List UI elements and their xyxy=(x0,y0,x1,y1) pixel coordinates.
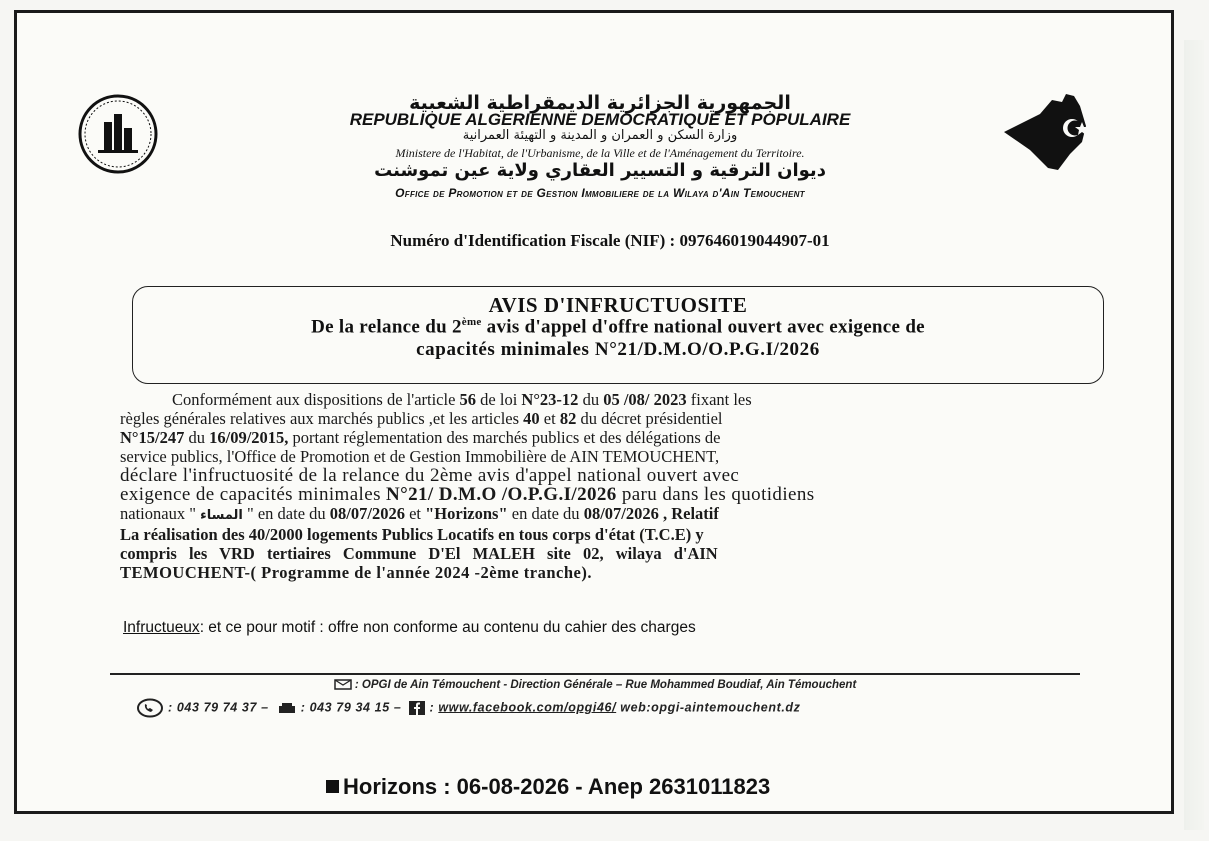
body-line xyxy=(120,428,1085,447)
subtitle-sup: ème xyxy=(461,316,482,328)
text: et xyxy=(404,504,426,523)
mail-icon xyxy=(334,679,352,690)
text: Conformément aux dispositions de l'article xyxy=(172,390,460,409)
notice-title: AVIS D'INFRUCTUOSITE xyxy=(488,293,748,317)
text: 05 /08/ 2023 xyxy=(603,390,687,409)
header-french-republic: REPUBLIQUE ALGERIENNE DEMOCRATIQUE ET POPULAIRE xyxy=(349,110,851,129)
subtitle-pre: De la relance du 2 xyxy=(311,316,462,338)
notice-subtitle-line2: capacités minimales N°21/D.M.O/O.P.G.I/2026 xyxy=(416,339,820,360)
header-arabic-office: ديوان الترقية و التسيير العقاري ولاية عين تموشنت xyxy=(374,160,826,181)
text: N°21/ D.M.O /O.P.G.I/2026 xyxy=(386,485,617,504)
source-text: Horizons : 06-08-2026 - Anep 2631011823 xyxy=(343,774,771,799)
text: de loi xyxy=(476,390,522,409)
text: nationaux " xyxy=(120,504,201,523)
text: portant réglementation des marchés publics et des délégations de xyxy=(288,428,721,447)
header-arabic-republic: الجمهورية الجزائرية الديمقراطية الشعبية xyxy=(409,92,791,114)
infructueux-line xyxy=(123,619,1023,637)
text: N°23-12 xyxy=(521,390,579,409)
text: du xyxy=(184,428,210,447)
opgi-logo xyxy=(76,92,160,176)
scan-edge xyxy=(1184,40,1204,830)
text: en date du xyxy=(507,504,584,523)
address-text: : OPGI de Ain Témouchent - Direction Générale – Rue Mohammed Boudiaf, Ain Témouchent xyxy=(354,679,857,691)
text: 08/07/2026 xyxy=(329,504,405,523)
text: " en date du xyxy=(242,504,330,523)
body-line: TEMOUCHENT-( Programme de l'année 2024 -2ème tranche). xyxy=(120,563,592,582)
body-line xyxy=(120,390,1085,409)
header-french-ministry: Ministere de l'Habitat, de l'Urbanisme, de la Ville et de l'Aménagement du Territoire. xyxy=(395,146,805,160)
text: "Horizons" xyxy=(425,504,508,523)
text: exigence de capacités minimales xyxy=(120,485,387,504)
text: 56 xyxy=(459,390,477,409)
phone-number: : 043 79 74 37 – xyxy=(168,700,269,715)
text: fixant les xyxy=(686,390,752,409)
facebook-link[interactable]: www.facebook.com/opgi46/ xyxy=(438,700,617,715)
text: المساء xyxy=(200,508,243,523)
fax-icon xyxy=(277,702,297,714)
text: du décret présidentiel xyxy=(576,409,723,428)
text: 08/07/2026 , Relatif xyxy=(583,504,719,523)
body-line: compris les VRD tertiaires Commune D'El MALEH site 02, wilaya d'AIN xyxy=(120,544,718,563)
body-line: déclare l'infructuosité de la relance du 2ème avis d'appel national ouvert avec xyxy=(120,466,740,485)
text: règles générales relatives aux marchés publics ,et les articles xyxy=(120,409,524,428)
body-line: service publics, l'Office de Promotion et de Gestion Immobilière de AIN TEMOUCHENT, xyxy=(120,447,720,466)
body-line xyxy=(120,504,1085,525)
fax-number: : 043 79 34 15 – xyxy=(300,700,402,715)
text: paru dans les quotidiens xyxy=(616,485,815,504)
facebook-icon xyxy=(409,701,425,715)
text: 82 xyxy=(559,409,577,428)
website-text: web:opgi-aintemouchent.dz xyxy=(620,700,801,715)
body-line xyxy=(120,409,1085,428)
infructueux-text: : et ce pour motif : offre non conforme au contenu du cahier des charges xyxy=(199,619,696,636)
text: N°15/247 xyxy=(120,428,185,447)
publication-source xyxy=(326,774,886,800)
notice-title-box xyxy=(132,286,1104,384)
header-french-office: Office de Promotion et de Gestion Immobiliere de la Wilaya d'Ain Temouchent xyxy=(395,186,805,200)
footer-divider xyxy=(110,673,1080,675)
body-line: La réalisation des 40/2000 logements Publics Locatifs en tous corps d'état (T.C.E) y xyxy=(120,525,704,544)
footer-contacts xyxy=(132,698,1072,718)
text: et xyxy=(539,409,560,428)
text: du xyxy=(578,390,604,409)
phone-icon xyxy=(136,698,164,718)
nif-line: Numéro d'Identification Fiscale (NIF) : 097646019044907-01 xyxy=(390,231,830,250)
notice-body xyxy=(120,390,1085,582)
body-line xyxy=(120,485,1085,504)
square-bullet-icon xyxy=(326,780,339,793)
footer-address xyxy=(110,679,1080,691)
subtitle-post: avis d'appel d'offre national ouvert avec exigence de xyxy=(481,316,925,338)
notice-subtitle xyxy=(133,316,1103,338)
infructueux-label: Infructueux xyxy=(123,619,200,636)
text: 40 xyxy=(523,409,540,428)
facebook-prefix: : xyxy=(429,700,435,715)
header-arabic-ministry: وزارة السكن و العمران و المدينة و التهيئة العمرانية xyxy=(462,128,738,143)
text: 16/09/2015, xyxy=(209,428,289,447)
